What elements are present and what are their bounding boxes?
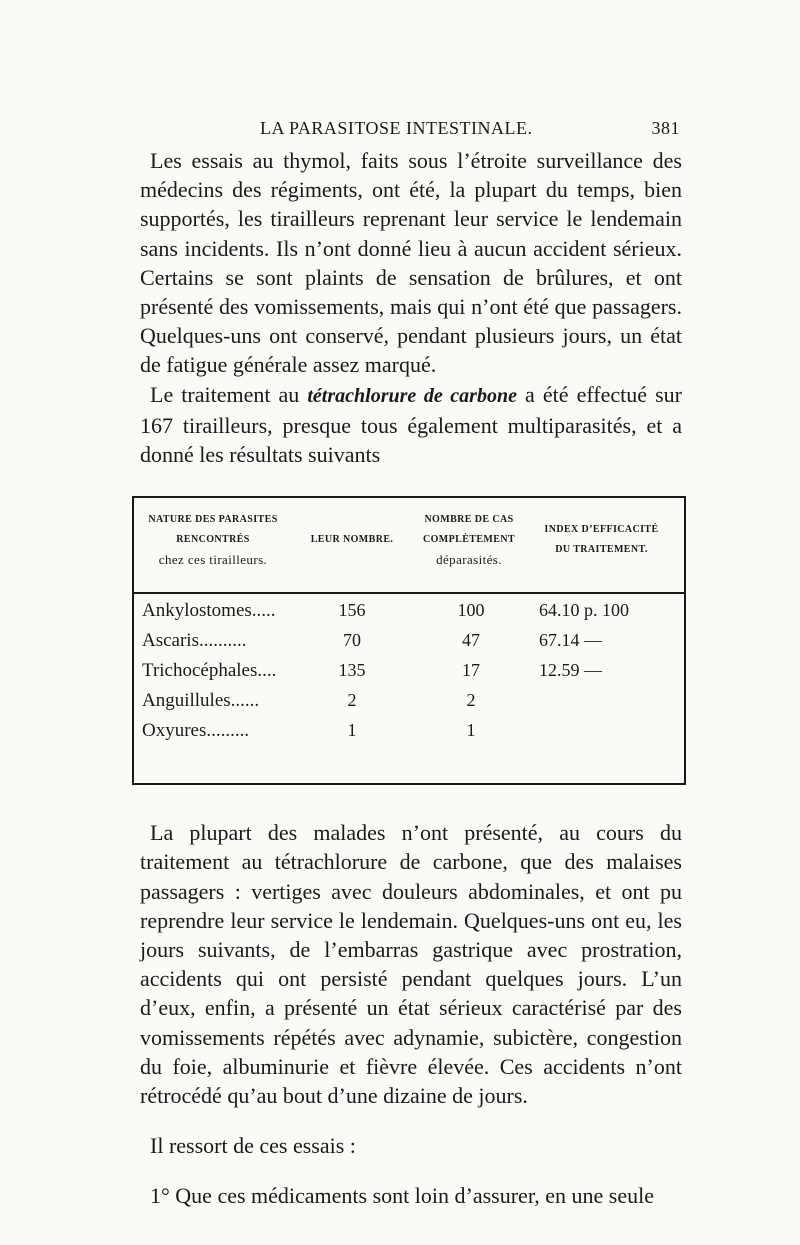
results-table <box>132 496 686 785</box>
cell-cas: 17 <box>462 660 480 681</box>
header-index-line2: DU TRAITEMENT. <box>555 544 648 556</box>
header-nombre <box>302 530 402 550</box>
cell-nombre: 2 <box>347 690 357 711</box>
paragraph-thymol: Les essais au thymol, faits sous l’étroite surveillance des médecins des régiments, ont été, la plupart du temps, bien supportés, les tirailleurs reprenant leur service le lendemain sans incidents. Ils n’ont donné lieu à aucun accident sérieux. Certains se sont plaints de sensation de brûlures, et ont présenté des vomissements, mais qui n’ont été que passagers. Quelques-uns ont conservé, pendant plusieurs jours, un état de fatigue générale assez marqué. <box>140 148 682 378</box>
cell-cas: 47 <box>462 630 480 651</box>
header-nature-line2: RENCONTRÉS <box>176 534 250 546</box>
cell-parasite: Ascaris.......... <box>142 630 247 652</box>
paragraph-tetrachlorure <box>140 380 682 470</box>
header-nombre-text: LEUR NOMBRE. <box>310 534 394 546</box>
p2-after: a été effectué sur 167 tirailleurs, presque tous également multiparasités, et a donné les résultats suivants <box>140 381 682 468</box>
table-header <box>134 498 684 594</box>
paragraph-malades: La plupart des malades n’ont présenté, au cours du traitement au tétrachlorure de carbone, que des malaises passagers : vertiges avec douleurs abdominales, et ont pu reprendre leur service le lendemain. Quelques-uns ont eu, les jours suivants, de l’embarras gastrique avec prostration, accidents qui ont persisté pendant quelques jours. L’un d’eux, enfin, a présenté un état sérieux caractérisé par des vomissements répétés avec adynamie, subictère, congestion du foie, albuminurie et fièvre élevée. Ces accidents n’ont rétrocédé qu’au bout d’une dizaine de jours. <box>140 820 682 1109</box>
cell-cas: 100 <box>457 600 485 621</box>
cell-index: 64.10 p. 100 <box>539 600 629 621</box>
cell-parasite: Oxyures......... <box>142 720 250 742</box>
table-row <box>134 714 684 744</box>
table-row <box>134 594 684 624</box>
table-row <box>134 654 684 684</box>
book-page <box>140 118 682 1211</box>
header-nature <box>138 510 288 570</box>
paragraph-conclusion-intro: Il ressort de ces essais : <box>150 1133 356 1159</box>
cell-cas: 1 <box>466 720 476 741</box>
header-nature-line3: chez ces tirailleurs. <box>158 552 268 568</box>
header-cas-line1: NOMBRE DE CAS <box>424 514 514 526</box>
cell-nombre: 135 <box>338 660 366 681</box>
p2-before: Le traitement au <box>150 381 308 407</box>
cell-nombre: 1 <box>347 720 357 741</box>
cell-parasite: Ankylostomes..... <box>142 600 276 622</box>
header-cas-line3: déparasités. <box>436 552 502 568</box>
table-body <box>134 594 684 744</box>
p2-italic: tétrachlorure de carbone <box>307 384 517 407</box>
cell-nombre: 70 <box>343 630 361 651</box>
cell-index: 67.14 — <box>539 630 602 651</box>
header-index <box>529 520 674 560</box>
page-number: 381 <box>651 118 680 138</box>
cell-index: 12.59 — <box>539 660 602 681</box>
paragraph-first-point: 1° Que ces médicaments sont loin d’assurer, en une seule <box>150 1183 654 1209</box>
cell-parasite: Trichocéphales.... <box>142 660 277 682</box>
running-head <box>140 118 682 146</box>
header-index-line1: INDEX D’EFFICACITÉ <box>544 524 659 536</box>
cell-nombre: 156 <box>338 600 366 621</box>
running-title: LA PARASITOSE INTESTINALE. <box>260 118 533 138</box>
header-cas <box>409 510 529 570</box>
header-cas-line2: COMPLÈTEMENT <box>422 534 516 546</box>
cell-cas: 2 <box>466 690 476 711</box>
cell-parasite: Anguillules...... <box>142 690 260 712</box>
table-row <box>134 624 684 654</box>
table-row <box>134 684 684 714</box>
header-nature-line1: NATURE DES PARASITES <box>148 514 278 526</box>
